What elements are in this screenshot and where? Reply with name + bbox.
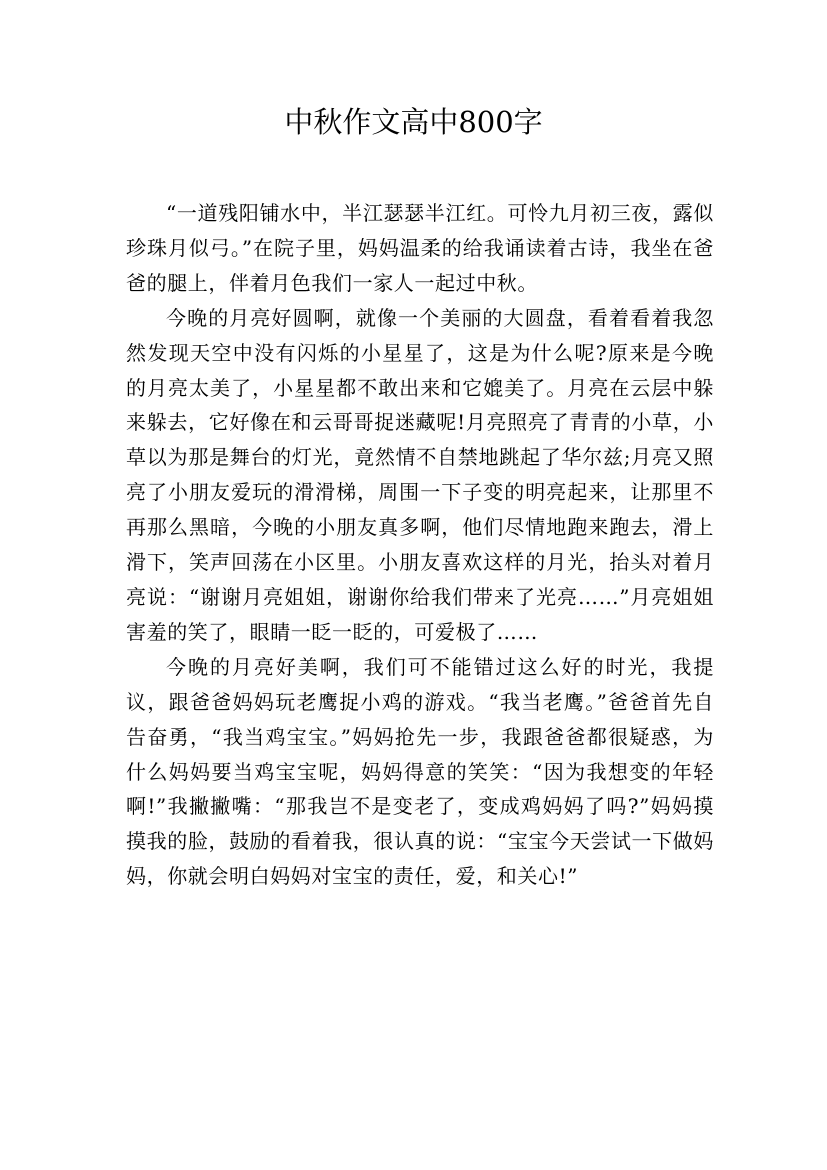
paragraph-3: 今晚的月亮好美啊，我们可不能错过这么好的时光，我提议，跟爸爸妈妈玩老鹰捉小鸡的游戏。“我当老鹰。”爸爸首先自告奋勇，“我当鸡宝宝。”妈妈抢先一步，我跟爸爸都很疑惑，为什么妈妈要当鸡宝宝呢，妈妈得意的笑笑：“因为我想变的年轻啊!”我撇撇嘴：“那我岂不是变老了，变成鸡妈妈了吗?”妈妈摸摸我的脸，鼓励的看着我，很认真的说：“宝宝今天尝试一下做妈妈，你就会明白妈妈对宝宝的责任，爱，和关心!”: [126, 654, 714, 889]
paragraph-1: “一道残阳铺水中，半江瑟瑟半江红。可怜九月初三夜，露似珍珠月似弓。”在院子里，妈妈温柔的给我诵读着古诗，我坐在爸爸的腿上，伴着月色我们一家人一起过中秋。: [126, 201, 714, 295]
essay-body: [126, 196, 714, 894]
document-title: 中秋作文高中800字: [284, 105, 543, 139]
paragraph-2: 今晚的月亮好圆啊，就像一个美丽的大圆盘，看着看着我忽然发现天空中没有闪烁的小星星了，这是为什么呢?原来是今晚的月亮太美了，小星星都不敢出来和它媲美了。月亮在云层中躲来躲去，它好像在和云哥哥捉迷藏呢!月亮照亮了青青的小草，小草以为那是舞台的灯光，竟然情不自禁地跳起了华尔兹;月亮又照亮了小朋友爱玩的滑滑梯，周围一下子变的明亮起来，让那里不再那么黑暗，今晚的小朋友真多啊，他们尽情地跑来跑去，滑上滑下，笑声回荡在小区里。小朋友喜欢这样的月光，抬头对着月亮说：“谢谢月亮姐姐，谢谢你给我们带来了光亮……”月亮姐姐害羞的笑了，眼睛一眨一眨的，可爱极了……: [126, 305, 714, 644]
